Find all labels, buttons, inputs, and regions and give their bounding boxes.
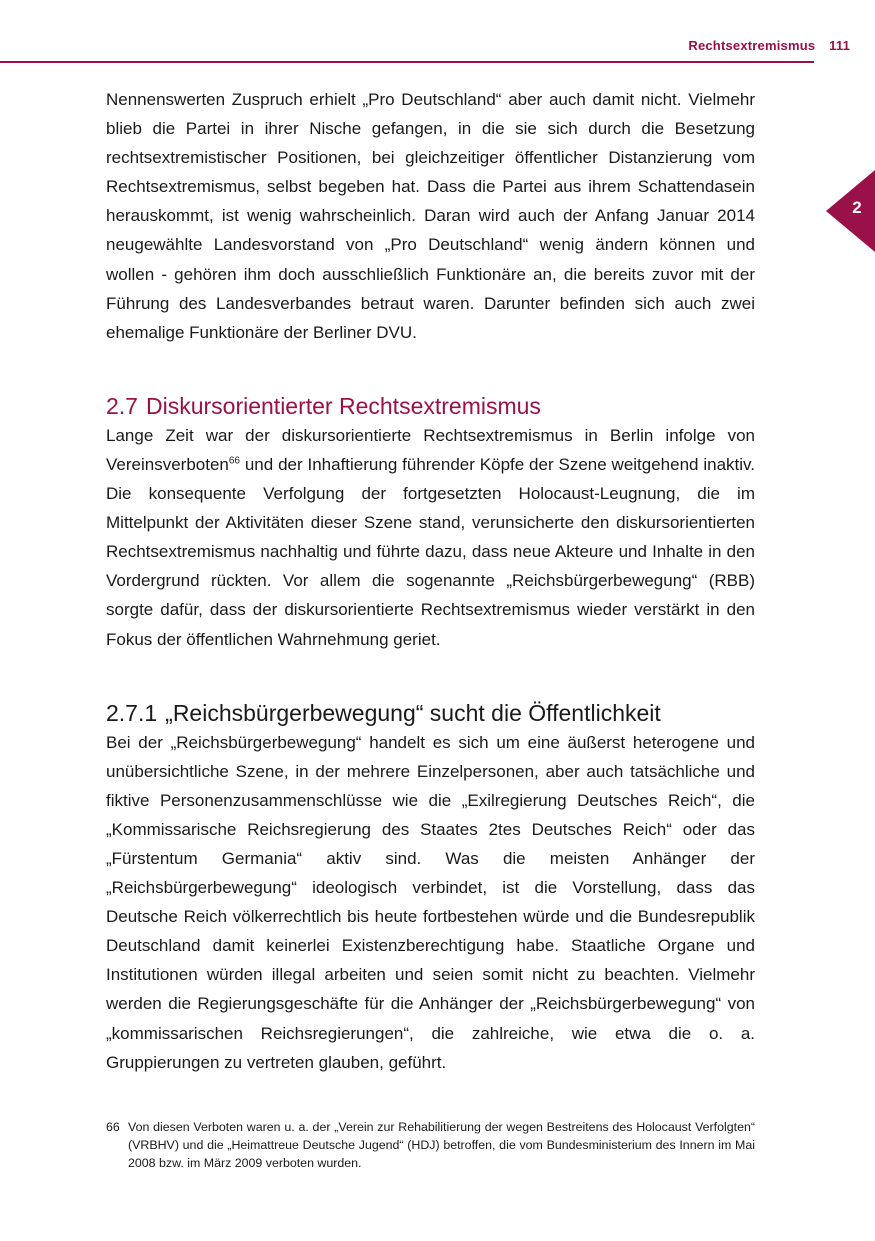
section-paragraph-end: und der Inhaftierung führender Köpfe der Szene weitgehend inaktiv. Die konsequente Verfolgung der fortgesetzten Holocaust-Leugnung, die im Mittelpunkt der Aktivitäten dieser Szene stand, verunsicherte den diskursorientierten Rechtsextremismus nachhaltig und führte dazu, dass neue Akteure und Inhalte in den Vordergrund rückten. Vor allem die sogenannte „Reichsbürgerbewegung“ (RBB) sorgte dafür, dass der diskursorientierte Rechtsextremismus wieder verstärkt in den Fokus der öffentlichen Wahrnehmung geriet. [106, 454, 755, 649]
subsection-paragraph: Bei der „Reichsbürgerbewegung“ handelt es sich um eine äußerst heterogene und unübersichtliche Szene, in der mehrere Einzelpersonen, aber auch tatsächliche und fiktive Personenzusammenschlüsse wie die „Exilregierung Deutsches Reich“, die „Kommissarische Reichsregierung des Staates 2tes Deutsches Reich“ oder das „Fürstentum Germania“ aktiv sind. Was die meisten Anhänger der „Reichsbürgerbewegung“ ideologisch verbindet, ist die Vorstellung, dass das Deutsche Reich völkerrechtlich bis heute fortbestehen würde und die Bundesrepublik Deutschland damit keinerlei Existenzberechtigung habe. Staatliche Organe und Institutionen würden illegal arbeiten und seien somit nicht zu beachten. Vielmehr werden die Regierungsgeschäfte für die Anhänger der „Reichsbürgerbewegung“ von „kommissarischen Reichsregierungen“, die zahlreiche, wie etwa die o. a. Gruppierungen zu vertreten glauben, geführt. [106, 732, 755, 1072]
chapter-tab-number: 2 [852, 198, 862, 217]
footnote [106, 1118, 755, 1172]
running-title: Rechtsextremismus [688, 38, 816, 53]
subsection-heading [106, 698, 755, 728]
intro-paragraph: Nennenswerten Zuspruch erhielt „Pro Deutschland“ aber auch damit nicht. Vielmehr blieb die Partei in ihrer Nische gefangen, in die sie sich durch die Besetzung rechtsextremistischer Positionen, bei gleichzeitiger öffentlicher Distanzierung vom Rechtsextremismus, selbst begeben hat. Dass die Partei aus ihrem Schattendasein herauskommt, ist wenig wahrscheinlich. Daran wird auch der Anfang Januar 2014 neugewählte Landesvorstand von „Pro Deutschland“ wenig ändern können und wollen - gehören ihm doch ausschließlich Funktionäre an, die bereits zuvor mit der Führung des Landesverbandes betraut waren. Darunter befinden sich auch zwei ehemalige Funktionäre der Berliner DVU. [106, 90, 755, 342]
section-number: 2.7 [106, 392, 138, 419]
page-number: 111 [829, 38, 850, 53]
section-paragraph-start: Lange Zeit war der diskursorientierte Rechtsextremismus in Berlin infolge von Vereinsverboten [106, 425, 755, 474]
running-header [688, 38, 850, 53]
footnote-text: Von diesen Verboten waren u. a. der „Verein zur Rehabilitierung der wegen Bestreitens des Holocaust Verfolgten“ (VRBHV) und die „Heimattreue Deutsche Jugend“ (HDJ) betroffen, die vom Bundesministerium des Innern im Mai 2008 bzw. im März 2009 verboten wurden. [128, 1120, 755, 1170]
subsection-title: „Reichsbürgerbewegung“ sucht die Öffentlichkeit [165, 699, 661, 726]
subsection-number: 2.7.1 [106, 699, 158, 726]
section-title: Diskursorientierter Rechtsextremismus [145, 392, 541, 419]
main-content [106, 85, 755, 1077]
section-heading [106, 391, 755, 421]
section-paragraph [106, 421, 755, 654]
footnote-number: 66 [106, 1120, 120, 1134]
footnote-reference[interactable]: 66 [228, 455, 240, 467]
header-rule [0, 61, 814, 63]
